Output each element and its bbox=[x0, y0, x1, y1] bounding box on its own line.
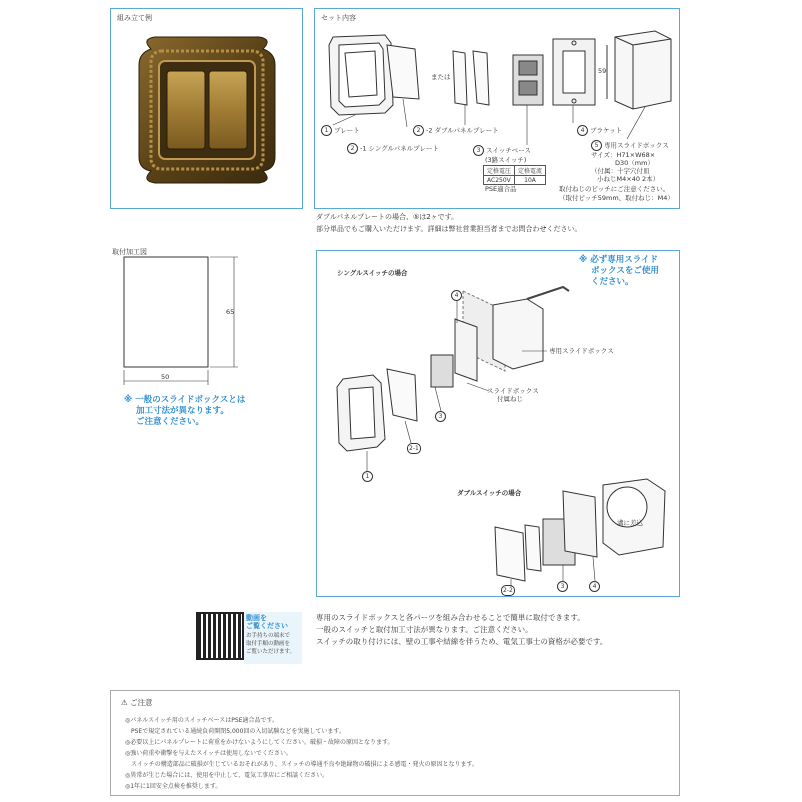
assembly-panel bbox=[110, 8, 303, 209]
single-panel-drawing bbox=[387, 45, 419, 99]
pitch-note-2: （取付ピッチ59mm、取付ねじ：M4） bbox=[559, 194, 674, 202]
caution-lines: ◎パネルスイッチ用のスイッチベースはPSE適合品です。 PSEで規定されている通続負荷開閉5,000回の入切試験などを実施しています。 ◎必要以上にパネルプレートに荷重をかけないようにしてください。破損・故障の原因となります。 ◎強い荷重や衝撃を与えたスイッチは使用しないでください。 スイッチの構造部品に破損が生じているおそれがあり、スイッチの導通不良や絶縁物の破損による感電・発火の原因となります。 ◎異常が生じた場合には、使用を中止して、電気工事店にご相談ください。 ◎1年に1回安全点検を推奨します。 bbox=[125, 717, 479, 790]
num-4-double: 4 bbox=[589, 581, 602, 592]
double-panel-right bbox=[473, 51, 489, 105]
installation-panel bbox=[316, 250, 680, 597]
assembly-title: 組み立て例 bbox=[117, 14, 152, 22]
cutout-title: 取付加工図 bbox=[112, 248, 147, 256]
caution-box bbox=[110, 690, 680, 796]
num-2-2-double: 2-2 bbox=[503, 587, 513, 594]
bracket-drawing bbox=[553, 39, 595, 105]
num-1-single: 1 bbox=[362, 471, 375, 482]
dim-59: 59 bbox=[598, 67, 607, 75]
set-contents-title: セット内容 bbox=[321, 14, 356, 22]
warning-icon: ⚠ bbox=[121, 698, 128, 707]
switch-base-label: 3 スイッチベース (3路スイッチ) bbox=[473, 145, 531, 164]
double-panel-note: ダブルパネルプレートの場合、⑤は2ヶです。 bbox=[316, 213, 459, 221]
video-text: お手持ちの端末で 取付手順の動画を ご覧いただけます。 bbox=[246, 633, 296, 655]
single-switch-title: シングルスイッチの場合 bbox=[337, 269, 408, 277]
spec-table: 定格電圧 定格電流 AC250V 10A bbox=[483, 165, 546, 185]
video-title: 動画を ご覧ください bbox=[246, 614, 288, 630]
or-label: または bbox=[431, 73, 451, 81]
num-2-1-single: 2-1 bbox=[409, 445, 419, 452]
pitch-note-1: 取付ねじのピッチにご注意ください。 bbox=[559, 185, 670, 193]
double-panel-left bbox=[453, 51, 467, 105]
num-3-single: 3 bbox=[435, 411, 448, 422]
install-diagram bbox=[317, 251, 681, 598]
caution-header: ⚠ ご注意 bbox=[121, 698, 153, 707]
cutout-width: 50 bbox=[161, 373, 170, 381]
single-purchase-note: 部分単品でもご購入いただけます。詳細は弊社営業担当者までお問合わせください。 bbox=[316, 225, 582, 233]
plate-drawing bbox=[329, 35, 393, 115]
switch-base-drawing bbox=[513, 55, 543, 105]
install-warning: ※ 必ず専用スライド ボックスをご使用 ください。 bbox=[579, 255, 659, 287]
box-label: 5 専用スライドボックス サイズ：H71×W68× D30（mm） （付属：十字穴付皿 小ねじM4×40 2本） bbox=[591, 141, 669, 183]
cutout-warning: ※ 一般のスライドボックスとは 加工寸法が異なります。 ご注意ください。 bbox=[124, 395, 246, 427]
slide-box-drawing bbox=[607, 31, 671, 109]
num-3-double: 3 bbox=[557, 581, 570, 592]
box-label-install: 専用スライドボックス bbox=[549, 347, 614, 355]
callout-label: 溝に差込 bbox=[617, 519, 643, 527]
num-4-single: 4 bbox=[451, 290, 464, 301]
set-contents-panel bbox=[314, 8, 680, 209]
pse-label: PSE適合品 bbox=[485, 185, 517, 193]
double-panel-label: 2 -2 ダブルパネルプレート bbox=[413, 125, 499, 136]
double-switch-title: ダブルスイッチの場合 bbox=[457, 489, 522, 497]
qr-code[interactable] bbox=[196, 612, 244, 660]
cutout-height: 65 bbox=[226, 308, 235, 316]
description: 専用のスライドボックスと各パーツを組み合わせることで簡単に取付できます。 一般のスイッチと取付加工寸法が異なります。ご注意ください。 スイッチの取り付けには、壁の工事や結線を伴うため、電気工事士の資格が必要です。 bbox=[316, 613, 608, 646]
single-panel-label: 2 -1 シングルパネルプレート bbox=[347, 143, 439, 154]
bracket-label: 4 ブラケット bbox=[577, 125, 622, 136]
plate-label: 1 プレート bbox=[321, 125, 360, 136]
screw-label: スライドボックス 付属ねじ bbox=[487, 387, 539, 403]
video-box bbox=[244, 612, 302, 664]
switch-plate-photo bbox=[111, 9, 304, 210]
